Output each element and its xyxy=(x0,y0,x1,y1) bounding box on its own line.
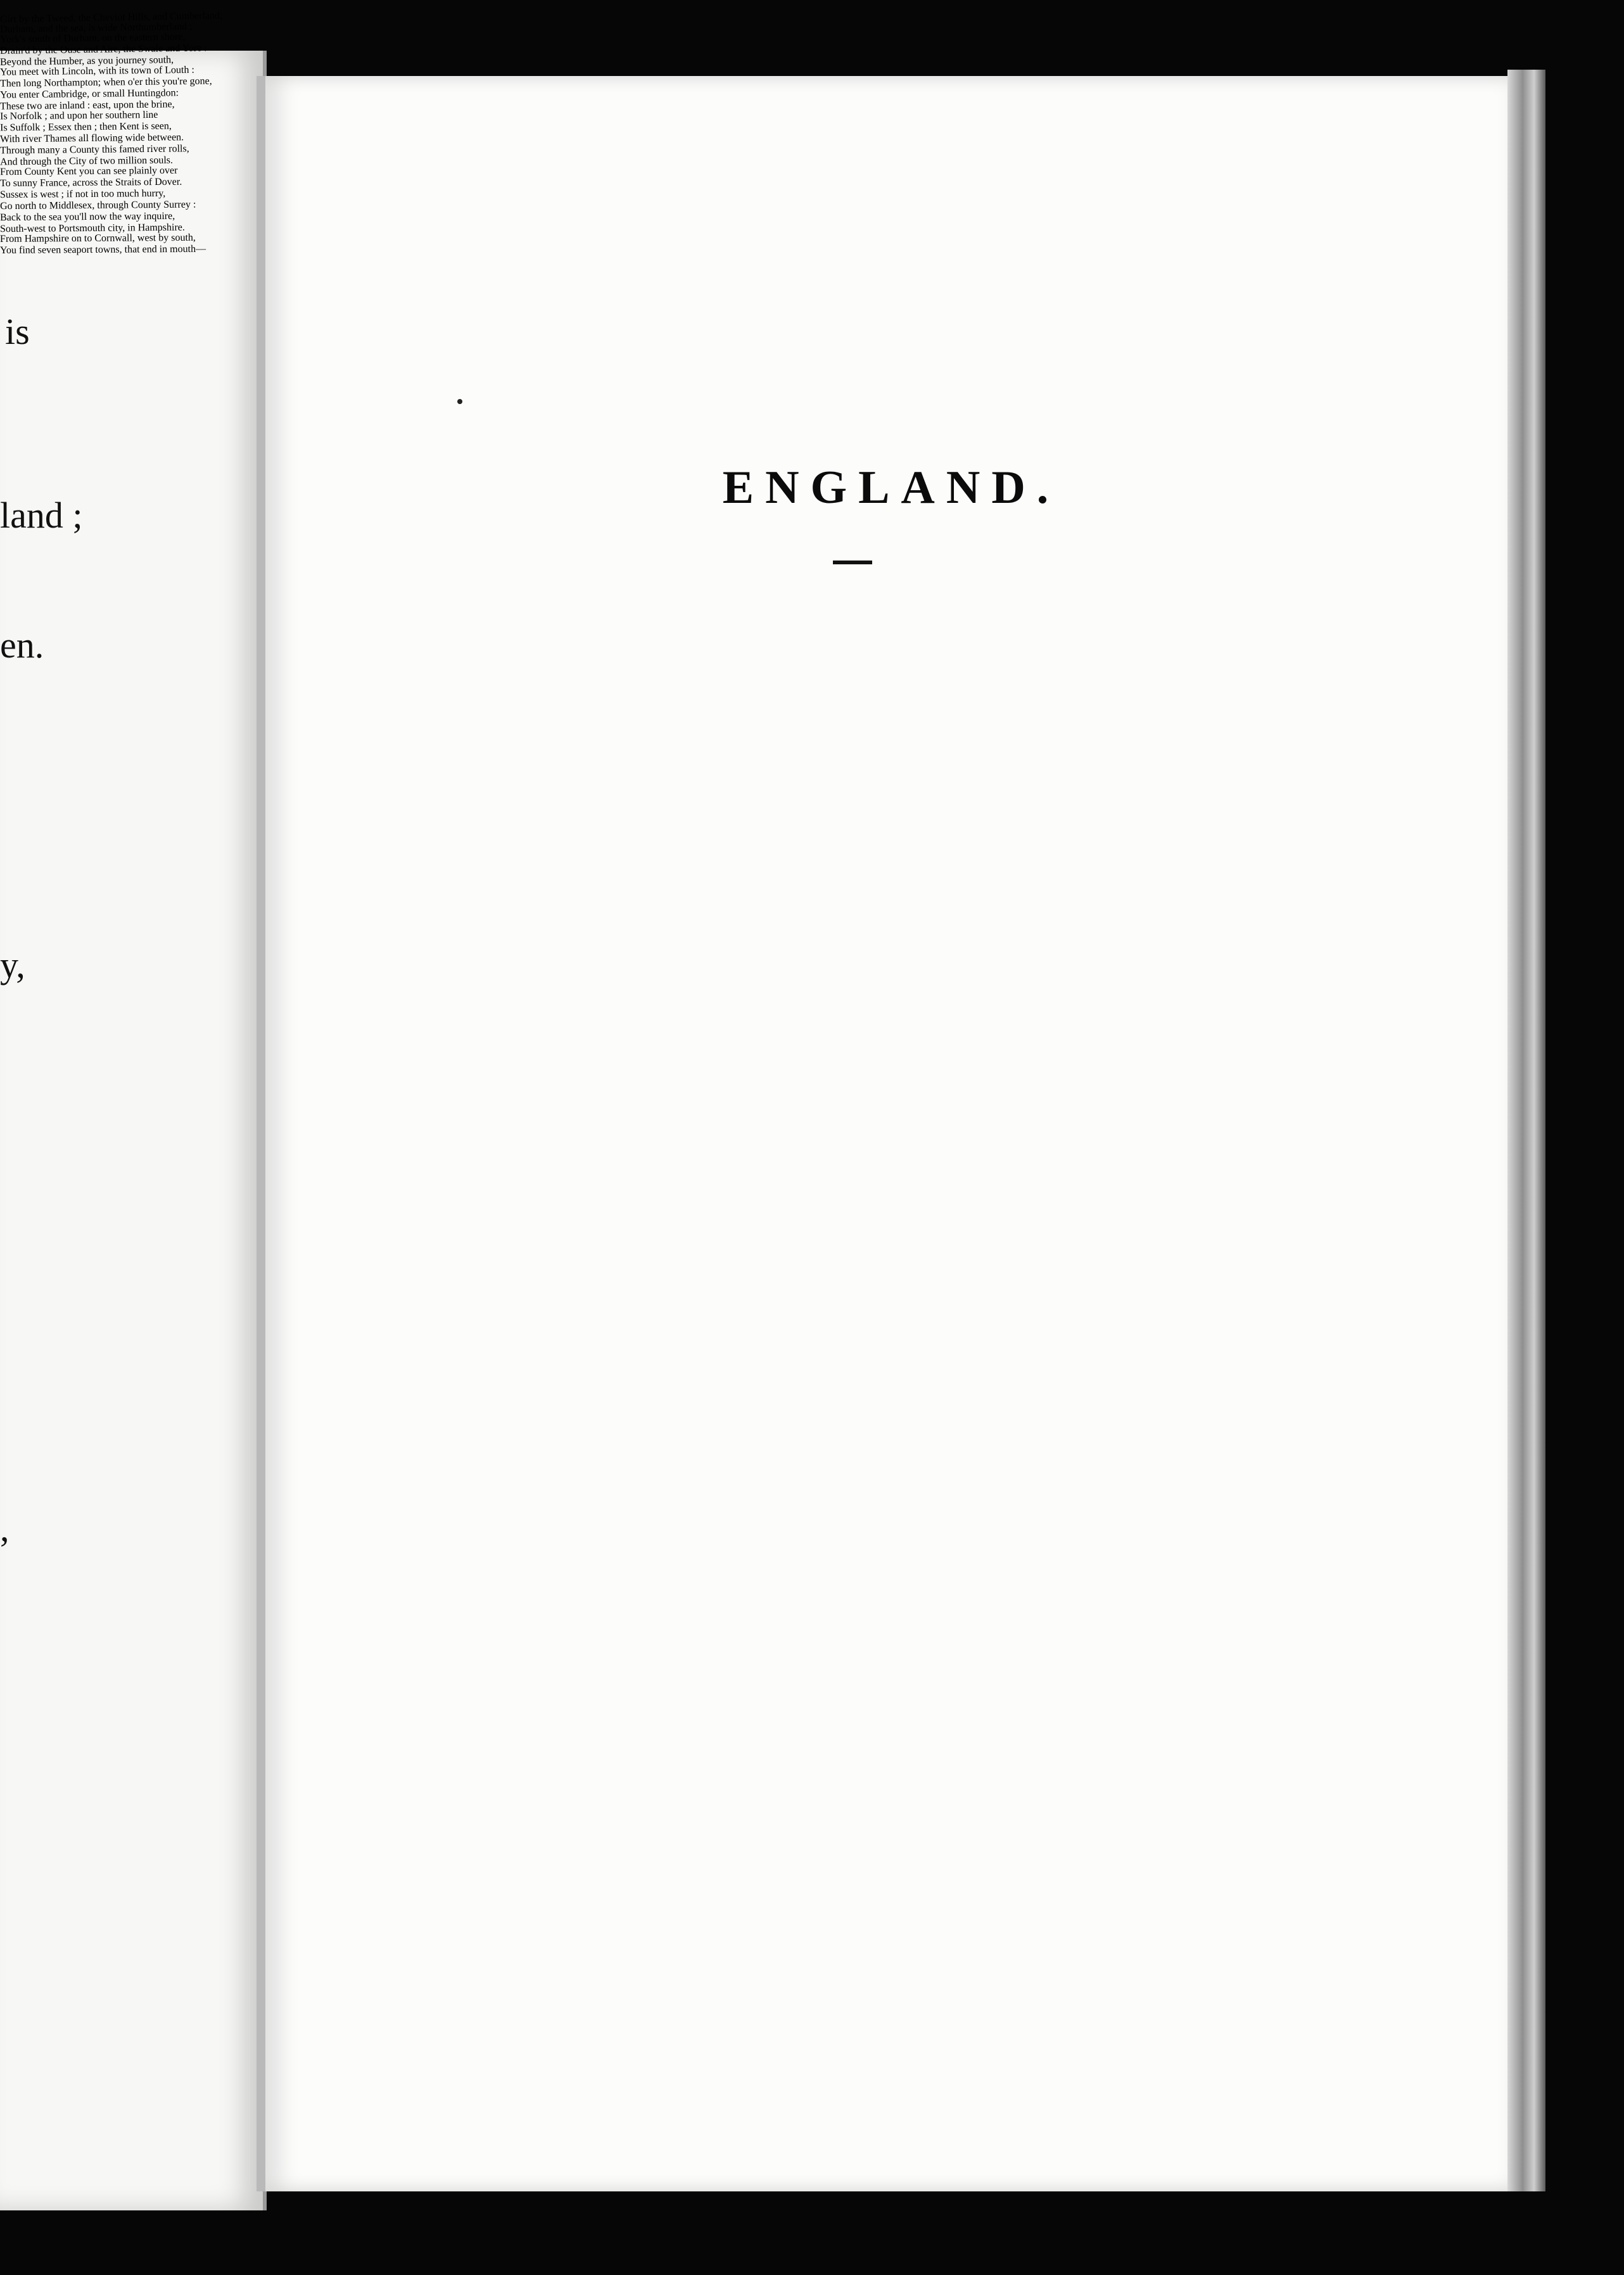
poem-line: You find seven seaport towns, that end in mouth— xyxy=(0,243,206,256)
poem-line: You meet with Lincoln, with its town of Louth : xyxy=(0,64,194,78)
poem-line: Durham, and the sea, is wide Northumberland ; xyxy=(0,21,193,35)
previous-page-fragment: y, xyxy=(0,944,25,985)
poem-line: Through many a County this famed river rolls, xyxy=(0,143,189,156)
current-page xyxy=(257,76,1526,2191)
poem-line: With river Thames all flowing wide between. xyxy=(0,132,184,145)
poem-line: From County Kent you can see plainly over xyxy=(0,165,178,178)
poem-line: And through the City of two million souls. xyxy=(0,155,174,168)
poem-line: Sussex is west ; if not in too much hurry, xyxy=(0,187,166,201)
ink-speck xyxy=(457,399,462,404)
previous-page-fragment: is xyxy=(5,311,30,352)
poem-line: Then long Northampton; when o'er this you're gone, xyxy=(0,75,212,89)
poem-body xyxy=(0,0,1624,256)
previous-page-fragment: , xyxy=(0,1508,10,1549)
previous-page-fragment: land ; xyxy=(0,495,83,536)
poem-line: Is Norfolk ; and upon her southern line xyxy=(0,109,158,122)
poem-line: Go north to Middlesex, through County Surrey : xyxy=(0,199,196,212)
poem-line: Drain'd by the Ouse and Aire, the Swale and Yore : xyxy=(0,42,207,56)
page-title: ENGLAND. xyxy=(722,462,1060,514)
previous-page-fragment: en. xyxy=(0,624,44,666)
poem-line: South-west to Portsmouth city, in Hampshire. xyxy=(0,222,185,235)
previous-page xyxy=(0,51,267,2210)
poem-line: These two are inland : east, upon the brine, xyxy=(0,99,175,112)
poem-line: From Hampshire on to Cornwall, west by south, xyxy=(0,232,196,244)
poem-line: To sunny France, across the Straits of Dover. xyxy=(0,176,182,189)
poem-line: Back to the sea you'll now the way inquire, xyxy=(0,210,175,224)
poem-line: Is Suffolk ; Essex then ; then Kent is seen, xyxy=(0,120,172,134)
poem-line: You enter Cambridge, or small Huntingdon: xyxy=(0,87,179,101)
title-rule xyxy=(833,561,872,564)
page-edge-shadow xyxy=(1507,70,1545,2191)
poem-line: York's south of Durham, on the eastern shore, xyxy=(0,31,186,45)
poem-line: Beyond the Humber, as you journey south, xyxy=(0,54,174,68)
poem-line: Girt by the Tweed, the Cheviot Hills, and Cumberland, xyxy=(0,10,223,25)
